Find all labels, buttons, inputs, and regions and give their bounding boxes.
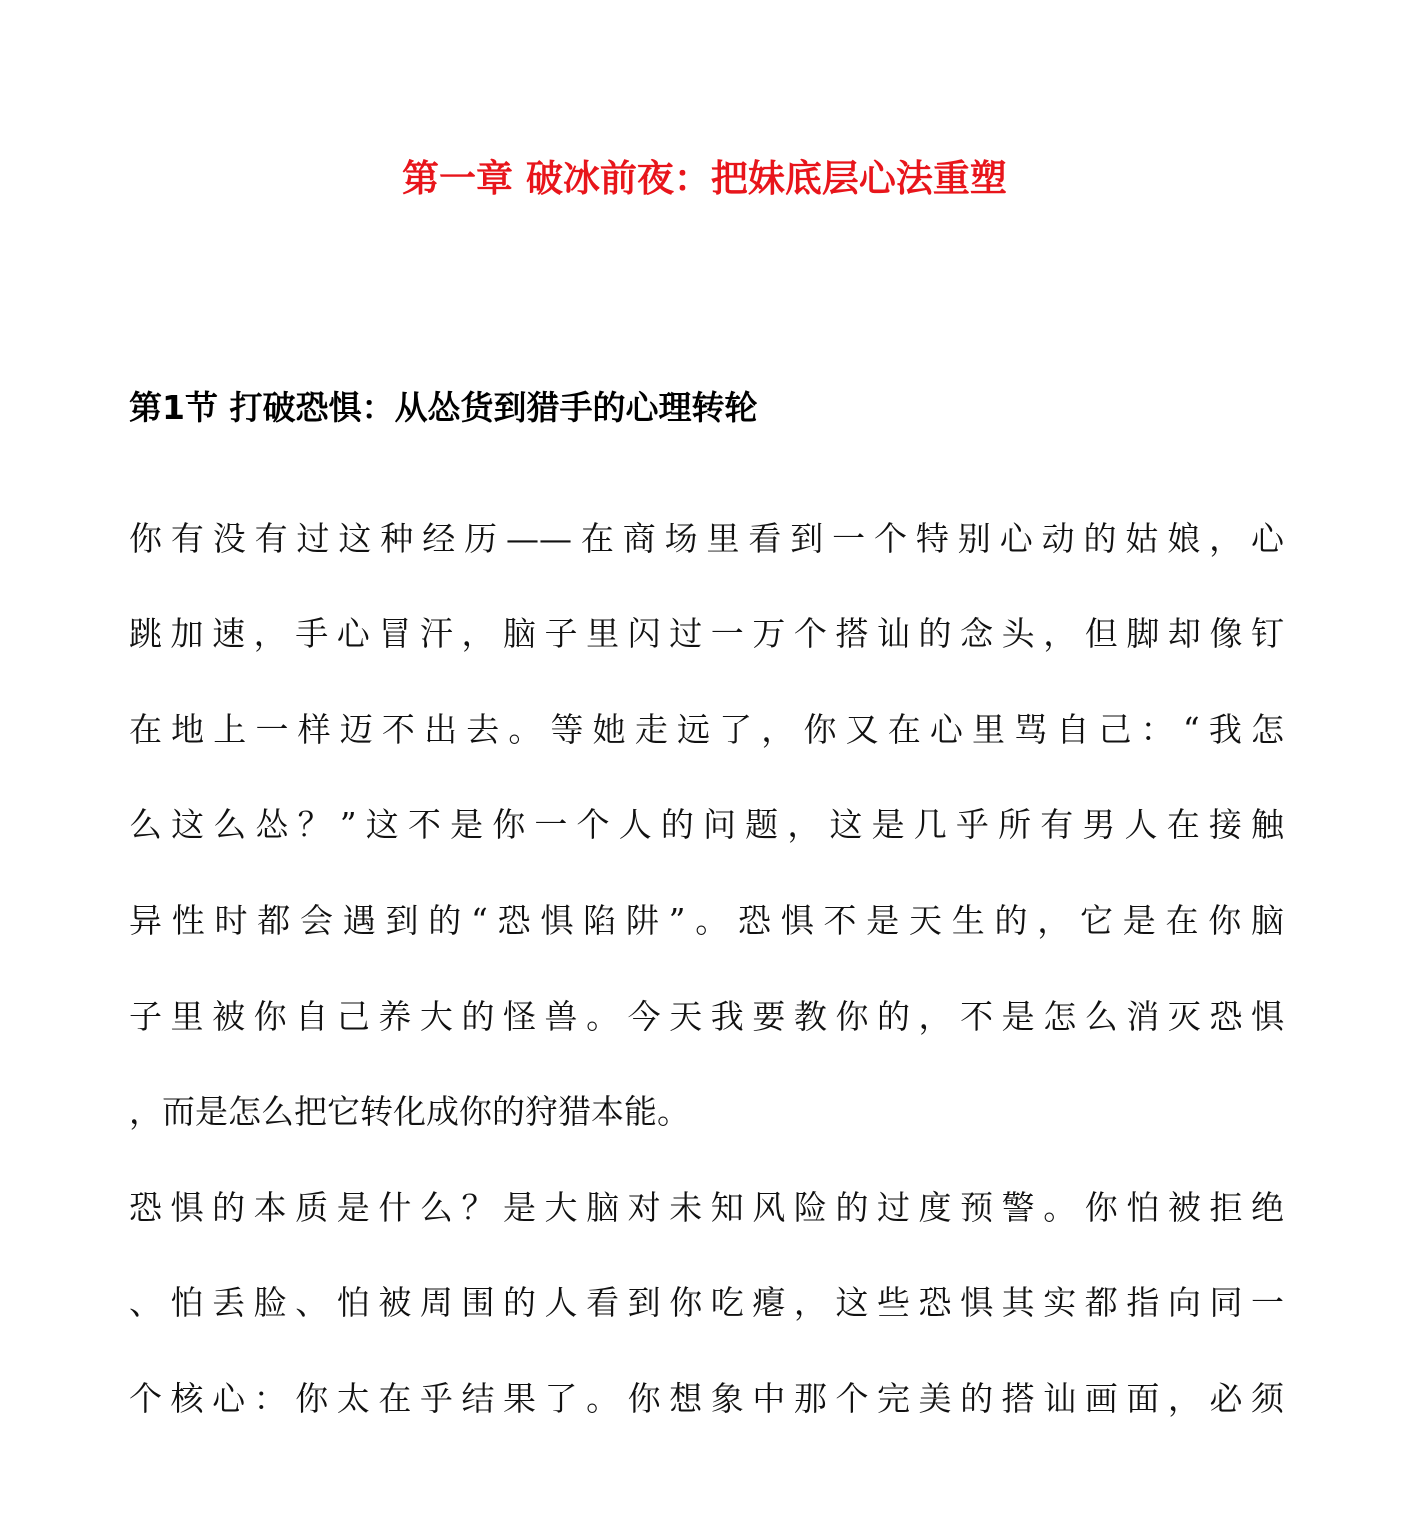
body-line-2: 跳加速，手心冒汗，脑子里闪过一万个搭讪的念头，但脚却像钉 <box>129 614 1284 653</box>
body-line-4: 么这么怂？”这不是你一个人的问题，这是几乎所有男人在接触 <box>129 805 1284 844</box>
body-line-1: 你有没有过这种经历——在商场里看到一个特别心动的姑娘，心 <box>129 519 1284 558</box>
body-line-7: ，而是怎么把它转化成你的狩猎本能。 <box>129 1092 690 1131</box>
body-line-10: 个核心：你太在乎结果了。你想象中那个完美的搭讪画面，必须 <box>129 1379 1284 1418</box>
body-line-9: 、怕丢脸、怕被周围的人看到你吃瘪，这些恐惧其实都指向同一 <box>129 1283 1284 1322</box>
body-line-6: 子里被你自己养大的怪兽。今天我要教你的，不是怎么消灭恐惧 <box>129 997 1284 1036</box>
section-title: 第1节 打破恐惧：从怂货到猎手的心理转轮 <box>129 388 758 427</box>
chapter-title: 第一章 破冰前夜：把妹底层心法重塑 <box>402 157 1007 200</box>
body-line-5: 异性时都会遇到的“恐惧陷阱”。恐惧不是天生的，它是在你脑 <box>129 901 1284 940</box>
body-line-8: 恐惧的本质是什么？是大脑对未知风险的过度预警。你怕被拒绝 <box>129 1188 1284 1227</box>
body-line-3: 在地上一样迈不出去。等她走远了，你又在心里骂自己：“我怎 <box>129 710 1284 749</box>
